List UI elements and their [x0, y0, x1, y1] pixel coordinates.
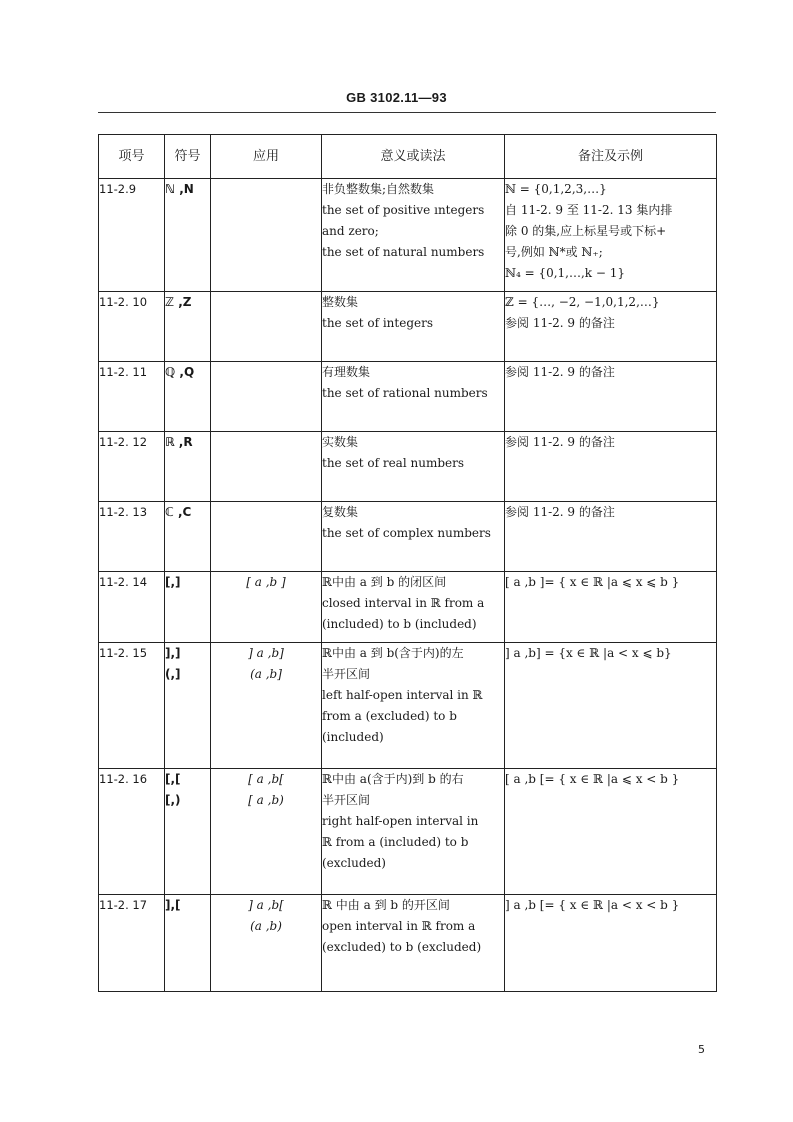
meaning-line: (excluded) to b (excluded): [322, 940, 482, 954]
remarks-cell: [505, 895, 717, 992]
symbol-cell: [165, 432, 211, 502]
meaning-line: ℝ中由 a(含于内)到 b 的右: [322, 772, 464, 786]
item-number-cell: 11-2. 15: [99, 643, 165, 769]
remarks-line: 自 11-2. 9 至 11-2. 13 集内排: [505, 203, 673, 217]
application-text: [ a ,b[: [248, 772, 284, 786]
meaning-line: ℝ中由 a 到 b(含于内)的左: [322, 646, 464, 660]
remarks-cell: [505, 179, 717, 292]
meaning-line: the set of natural numbers: [322, 245, 485, 259]
meaning-line: left half-open interval in ℝ: [322, 688, 483, 702]
remarks-cell: [505, 502, 717, 572]
item-number-cell: 11-2. 10: [99, 292, 165, 362]
remarks-cell: [505, 643, 717, 769]
application-cell: [211, 769, 322, 895]
symbol-text: ],]: [165, 646, 181, 660]
table-header-row: [99, 135, 717, 179]
standard-code: GB 3102.11—93: [346, 90, 447, 105]
application-text: [ a ,b ]: [246, 575, 286, 589]
header-item-number: 项号: [99, 135, 165, 179]
symbol-cell: [165, 572, 211, 643]
remarks-line: ℕ₄ = {0,1,…,k − 1}: [505, 266, 626, 280]
table-row: [99, 895, 717, 992]
table-row: [99, 362, 717, 432]
meaning-line: the set of complex numbers: [322, 526, 491, 540]
application-cell: [211, 572, 322, 643]
table-row: [99, 292, 717, 362]
symbol-text: ℤ ,Z: [165, 295, 192, 309]
remarks-line: ] a ,b] = {x ∈ ℝ |a < x ⩽ b}: [505, 646, 672, 660]
item-number-cell: 11-2.9: [99, 179, 165, 292]
symbol-cell: [165, 502, 211, 572]
item-number-cell: 11-2. 16: [99, 769, 165, 895]
symbol-cell: [165, 769, 211, 895]
meaning-cell: [322, 643, 505, 769]
symbol-text: (,]: [165, 667, 181, 681]
meaning-line: the set of positive ıntegers: [322, 203, 485, 217]
symbol-text: [,): [165, 793, 181, 807]
symbol-text: ℕ ,N: [165, 182, 194, 196]
page-number: 5: [698, 1043, 705, 1056]
application-cell: [211, 362, 322, 432]
meaning-line: (included) to b (included): [322, 617, 477, 631]
symbol-text: [,]: [165, 575, 181, 589]
meaning-cell: [322, 179, 505, 292]
remarks-cell: [505, 292, 717, 362]
item-number-cell: 11-2. 13: [99, 502, 165, 572]
header-rule: [98, 112, 716, 113]
table-row: [99, 572, 717, 643]
application-text: [ a ,b): [248, 793, 284, 807]
header-application: 应用: [211, 135, 322, 179]
meaning-line: 复数集: [322, 505, 359, 519]
remarks-line: 除 0 的集,应上标星号或下标+: [505, 224, 667, 238]
meaning-line: from a (excluded) to b: [322, 709, 457, 723]
item-number-cell: 11-2. 17: [99, 895, 165, 992]
remarks-line: 参阅 11-2. 9 的备注: [505, 505, 615, 519]
remarks-line: 参阅 11-2. 9 的备注: [505, 365, 615, 379]
meaning-line: 整数集: [322, 295, 359, 309]
application-text: (a ,b]: [250, 667, 282, 681]
symbol-cell: [165, 292, 211, 362]
symbol-text: ℝ ,R: [165, 435, 193, 449]
remarks-cell: [505, 432, 717, 502]
meaning-line: the set of integers: [322, 316, 434, 330]
remarks-line: 号,例如 ℕ*或 ℕ₊;: [505, 245, 603, 259]
symbol-cell: [165, 895, 211, 992]
symbol-cell: [165, 362, 211, 432]
meaning-line: 非负整数集;自然数集: [322, 182, 435, 196]
remarks-cell: [505, 769, 717, 895]
remarks-line: 参阅 11-2. 9 的备注: [505, 435, 615, 449]
table-row: [99, 432, 717, 502]
meaning-cell: [322, 572, 505, 643]
remarks-line: [ a ,b ]= { x ∈ ℝ |a ⩽ x ⩽ b }: [505, 575, 680, 589]
item-number-cell: 11-2. 12: [99, 432, 165, 502]
application-cell: [211, 643, 322, 769]
application-cell: [211, 432, 322, 502]
application-text: ] a ,b]: [248, 646, 284, 660]
meaning-line: 半开区间: [322, 667, 371, 681]
meaning-line: closed interval in ℝ from a: [322, 596, 485, 610]
meaning-line: 半开区间: [322, 793, 371, 807]
item-number-cell: 11-2. 14: [99, 572, 165, 643]
symbols-table: [98, 134, 717, 992]
meaning-line: ℝ from a (included) to b: [322, 835, 469, 849]
meaning-cell: [322, 362, 505, 432]
symbol-text: ℂ ,C: [165, 505, 192, 519]
meaning-line: the set of real numbers: [322, 456, 465, 470]
application-text: (a ,b): [250, 919, 282, 933]
meaning-cell: [322, 432, 505, 502]
application-text: ] a ,b[: [248, 898, 284, 912]
application-cell: [211, 292, 322, 362]
remarks-line: [ a ,b [= { x ∈ ℝ |a ⩽ x < b }: [505, 772, 680, 786]
meaning-line: right half-open interval in: [322, 814, 479, 828]
meaning-line: 实数集: [322, 435, 359, 449]
meaning-line: 有理数集: [322, 365, 371, 379]
symbol-text: ],[: [165, 898, 181, 912]
meaning-cell: [322, 502, 505, 572]
meaning-line: the set of rational numbers: [322, 386, 488, 400]
table-row: [99, 643, 717, 769]
application-cell: [211, 179, 322, 292]
table-row: [99, 769, 717, 895]
symbol-cell: [165, 643, 211, 769]
header-meaning: 意义或读法: [322, 135, 505, 179]
symbol-text: [,[: [165, 772, 181, 786]
meaning-cell: [322, 769, 505, 895]
header-symbol: 符号: [165, 135, 211, 179]
symbol-cell: [165, 179, 211, 292]
table-body: [99, 179, 717, 992]
remarks-cell: [505, 572, 717, 643]
meaning-line: (included): [322, 730, 384, 744]
meaning-line: (excluded): [322, 856, 386, 870]
remarks-line: ℤ = {…, −2, −1,0,1,2,…}: [505, 295, 660, 309]
meaning-cell: [322, 895, 505, 992]
item-number-cell: 11-2. 11: [99, 362, 165, 432]
remarks-line: ] a ,b [= { x ∈ ℝ |a < x < b }: [505, 898, 680, 912]
remarks-line: ℕ = {0,1,2,3,…}: [505, 182, 607, 196]
application-cell: [211, 895, 322, 992]
symbol-text: ℚ ,Q: [165, 365, 195, 379]
remarks-line: 参阅 11-2. 9 的备注: [505, 316, 615, 330]
meaning-line: ℝ中由 a 到 b 的闭区间: [322, 575, 447, 589]
application-cell: [211, 502, 322, 572]
meaning-line: open interval in ℝ from a: [322, 919, 476, 933]
meaning-cell: [322, 292, 505, 362]
meaning-line: and zero;: [322, 224, 379, 238]
header-remarks: 备注及示例: [505, 135, 717, 179]
table-row: [99, 502, 717, 572]
meaning-line: ℝ 中由 a 到 b 的开区间: [322, 898, 450, 912]
table-row: [99, 179, 717, 292]
remarks-cell: [505, 362, 717, 432]
